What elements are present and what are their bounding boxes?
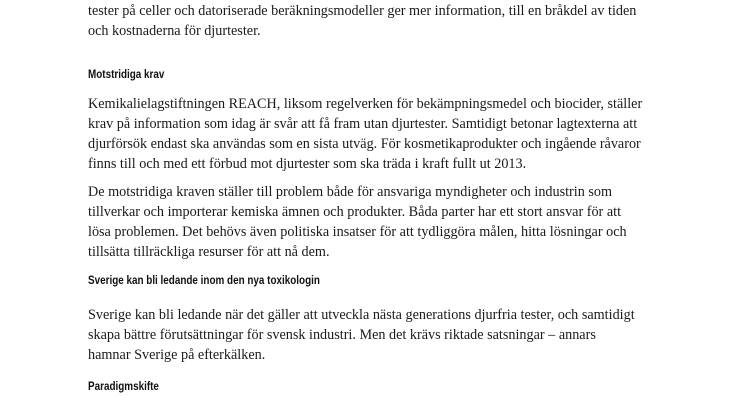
section-heading-sverige: Sverige kan bli ledande inom den nya toxikologin — [88, 275, 320, 287]
text-line: tillsätta tillräckliga resurser för att nå dem. — [88, 244, 330, 260]
text-line: tester på celler och datoriserade beräkningsmodeller ger mer information, till en bråkdel av tiden — [88, 3, 637, 19]
text-line: och kostnaderna för djurtester. — [88, 23, 261, 39]
paragraph-reach — [88, 94, 688, 174]
paragraph-motstridiga-kraven — [88, 182, 688, 262]
intro-paragraph — [88, 1, 688, 41]
text-line: Sverige kan bli ledande när det gäller att utveckla nästa generations djurfria tester, och samtidigt — [88, 307, 635, 323]
text-line: djurförsök endast ska användas som en sista utväg. För kosmetikaprodukter och ingående råvaror — [88, 136, 641, 152]
text-line: skapa bättre förutsättningar för svensk industri. Men det krävs riktade satsningar – annars — [88, 327, 596, 343]
text-line: finns till och med ett förbud mot djurtester som ska träda i kraft fullt ut 2013. — [88, 156, 527, 172]
text-line: tillverkar och importerar kemiska ämnen och produkter. Båda parter har ett stort ansvar för att — [88, 204, 622, 220]
text-line: lösa problemen. Det behövs även politiska insatser för att tydliggöra målen, hitta lösningar och — [88, 224, 627, 240]
section-heading-paradigmskifte: Paradigmskifte — [88, 381, 159, 393]
text-line: De motstridiga kraven ställer till problem både för ansvariga myndigheter och industrin som — [88, 184, 613, 200]
text-line: hamnar Sverige på efterkälken. — [88, 347, 266, 363]
text-line: Kemikalielagstiftningen REACH, liksom regelverken för bekämpningsmedel och biocider, ställer — [88, 96, 643, 112]
text-line: krav på information som idag är svår att få fram utan djurtester. Samtidigt betonar lagtexterna att — [88, 116, 638, 132]
section-heading-motstridiga-krav: Motstridiga krav — [88, 69, 165, 81]
paragraph-sverige — [88, 305, 688, 365]
